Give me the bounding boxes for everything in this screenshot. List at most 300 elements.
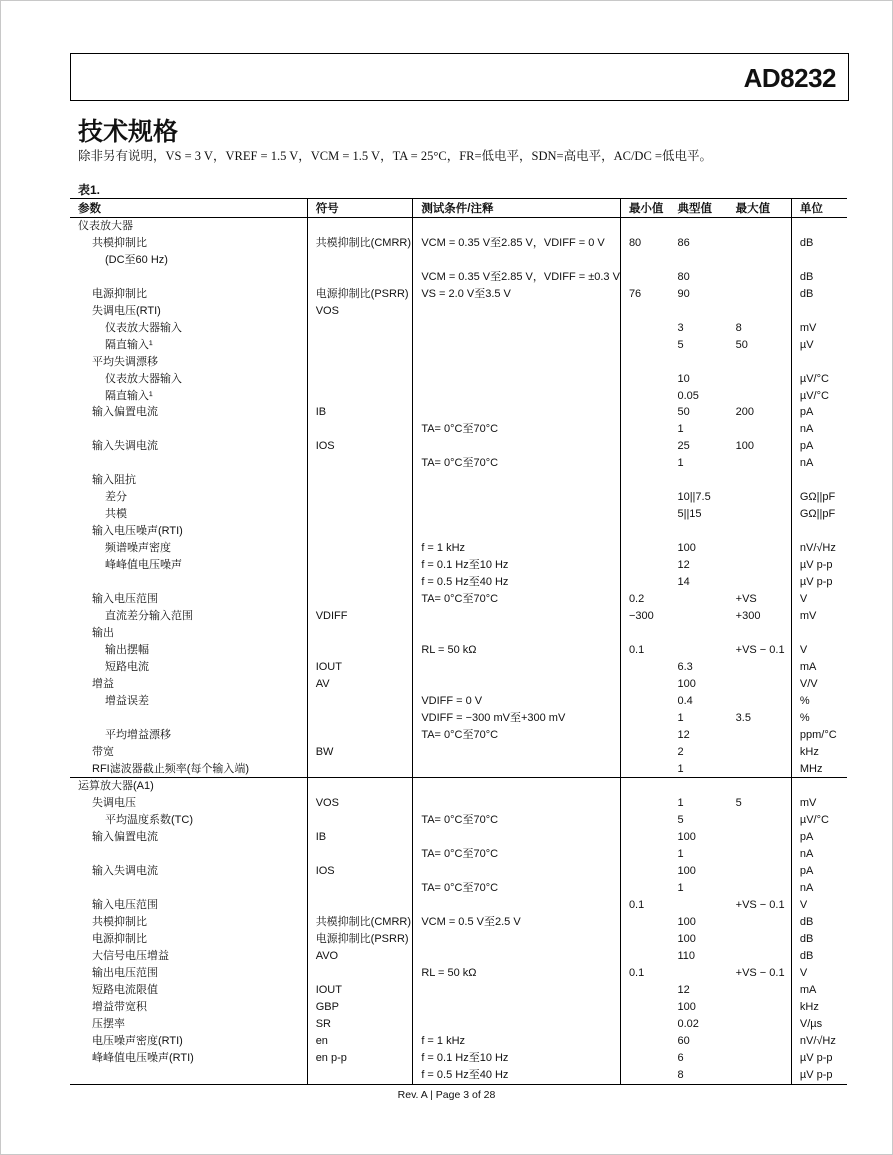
cell-typ: [669, 354, 727, 371]
cell-conditions: TA= 0°C至70°C: [413, 727, 621, 744]
cell-symbol: [307, 388, 413, 405]
cell-parameter: 电压噪声密度(RTI): [92, 1034, 183, 1047]
cell-unit: [791, 218, 847, 235]
cell-parameter: 压摆率: [92, 1017, 125, 1030]
cell-max: [728, 659, 792, 676]
cell-min: [620, 744, 669, 761]
cell-symbol: IOUT: [307, 659, 413, 676]
table-row: [70, 371, 847, 388]
cell-unit: µV p-p: [791, 1050, 847, 1067]
cell-max: +300: [735, 609, 761, 622]
cell-parameter: 峰峰值电压噪声(RTI): [92, 1051, 194, 1064]
table-row: [70, 421, 847, 438]
cell-parameter: 失调电压(RTI): [92, 304, 161, 317]
cell-typ: [669, 965, 727, 982]
cell-symbol: [307, 846, 413, 863]
cell-min: 0.1: [620, 897, 669, 914]
cell-unit: [791, 354, 847, 371]
cell-conditions: VDIFF = 0 V: [413, 693, 621, 710]
table-row: [70, 404, 847, 421]
header-box: [70, 53, 849, 101]
cell-parameter: (DC至60 Hz): [105, 253, 168, 266]
cell-min: [620, 727, 669, 744]
cell-max: +VS − 0.1: [735, 643, 785, 656]
cell-conditions: RL = 50 kΩ: [413, 642, 621, 659]
cell-unit: [791, 252, 847, 269]
cell-max: [728, 863, 792, 880]
table-row: [70, 710, 847, 727]
cell-unit: %: [791, 693, 847, 710]
table-row: [70, 1016, 847, 1033]
cell-min: [620, 863, 669, 880]
cell-symbol: IOS: [307, 863, 413, 880]
table-row: [70, 337, 847, 354]
cell-typ: 80: [677, 270, 690, 283]
cell-min: [620, 455, 669, 472]
cell-conditions: [413, 320, 621, 337]
cell-max: [728, 574, 792, 591]
cell-parameter: 输入电压噪声(RTI): [92, 525, 183, 538]
cell-unit: pA: [791, 863, 847, 880]
cell-parameter: 短路电流限值: [92, 983, 158, 996]
cell-parameter: RFI滤波器截止频率(每个输入端): [92, 762, 250, 775]
cell-symbol: IOUT: [307, 982, 413, 999]
cell-symbol: [307, 540, 413, 557]
cell-conditions: VDIFF = −300 mV至+300 mV: [413, 710, 621, 727]
cell-unit: µV p-p: [791, 1067, 847, 1084]
cell-unit: [791, 778, 847, 795]
cell-unit: nA: [791, 846, 847, 863]
cell-typ: [669, 897, 727, 914]
cell-symbol: 共模抑制比(CMRR): [307, 235, 413, 252]
cell-typ: 10: [677, 372, 690, 385]
cell-unit: µV/°C: [791, 388, 847, 405]
cell-symbol: BW: [307, 744, 413, 761]
cell-conditions: [413, 761, 621, 778]
cell-unit: [791, 472, 847, 489]
cell-max: [728, 354, 792, 371]
cell-typ: 90: [677, 287, 690, 300]
cell-symbol: VOS: [307, 795, 413, 812]
cell-conditions: [413, 999, 621, 1016]
cell-conditions: [413, 1016, 621, 1033]
cell-max: [728, 727, 792, 744]
cell-typ: 10||7.5: [677, 491, 711, 504]
cell-parameter: 输出: [92, 626, 114, 639]
table-row: [70, 252, 847, 269]
cell-typ: 100: [677, 542, 696, 555]
cell-max: [728, 1033, 792, 1050]
spec-table-body: [70, 218, 847, 1085]
cell-conditions: TA= 0°C至70°C: [413, 880, 621, 897]
table-row: [70, 880, 847, 897]
cell-parameter: 仪表放大器输入: [105, 321, 182, 334]
column-header-typ: 典型值: [669, 199, 727, 218]
cell-min: [620, 218, 669, 235]
cell-min: [620, 388, 669, 405]
cell-max: [728, 489, 792, 506]
cell-max: [728, 812, 792, 829]
cell-unit: dB: [791, 286, 847, 303]
cell-unit: V: [791, 965, 847, 982]
table-row: [70, 506, 847, 523]
cell-min: 0.1: [620, 642, 669, 659]
cell-min: [620, 489, 669, 506]
table-row: [70, 948, 847, 965]
cell-unit: V/V: [791, 676, 847, 693]
cell-min: [620, 693, 669, 710]
table-row: [70, 931, 847, 948]
cell-max: [728, 303, 792, 320]
table-row: [70, 235, 847, 252]
table-label: 表1.: [78, 183, 101, 197]
cell-typ: 12: [677, 728, 690, 741]
cell-unit: nA: [791, 455, 847, 472]
cell-unit: mA: [791, 659, 847, 676]
cell-symbol: AVO: [307, 948, 413, 965]
cell-symbol: [307, 727, 413, 744]
cell-parameter: 增益: [92, 677, 114, 690]
cell-typ: 3: [677, 321, 684, 334]
spec-table: [70, 198, 847, 1085]
table-row: [70, 557, 847, 574]
cell-max: 5: [735, 797, 742, 810]
cell-min: [620, 506, 669, 523]
cell-conditions: [413, 303, 621, 320]
cell-parameter: 共模: [105, 508, 127, 521]
cell-max: [728, 676, 792, 693]
cell-max: [728, 829, 792, 846]
cell-typ: [669, 625, 727, 642]
cell-parameter: 平均温度系数(TC): [105, 814, 193, 827]
cell-typ: 12: [677, 983, 690, 996]
cell-symbol: [307, 557, 413, 574]
table-row: [70, 897, 847, 914]
cell-parameter: 频谱噪声密度: [105, 542, 171, 555]
cell-conditions: [413, 506, 621, 523]
cell-min: [620, 846, 669, 863]
cell-symbol: [307, 778, 413, 795]
cell-conditions: [413, 897, 621, 914]
cell-typ: 6: [677, 1051, 684, 1064]
column-header-conditions: 测试条件/注释: [413, 199, 621, 218]
cell-unit: kHz: [791, 999, 847, 1016]
cell-unit: dB: [791, 931, 847, 948]
table-row: [70, 489, 847, 506]
table-row: [70, 744, 847, 761]
cell-conditions: [413, 676, 621, 693]
cell-max: [728, 286, 792, 303]
table-row: [70, 795, 847, 812]
table-row: [70, 388, 847, 405]
cell-conditions: [413, 744, 621, 761]
cell-typ: 5||15: [677, 508, 702, 521]
table-row: [70, 965, 847, 982]
cell-parameter: 输入电压范围: [92, 899, 158, 912]
cell-symbol: [307, 218, 413, 235]
cell-unit: MHz: [791, 761, 847, 778]
cell-max: +VS − 0.1: [735, 899, 785, 912]
cell-typ: 1: [677, 797, 684, 810]
cell-min: [620, 354, 669, 371]
cell-conditions: f = 1 kHz: [413, 540, 621, 557]
cell-symbol: IB: [307, 829, 413, 846]
cell-parameter: [70, 1067, 307, 1084]
cell-unit: V: [791, 591, 847, 608]
column-header-parameter: 参数: [70, 199, 307, 218]
cell-max: [728, 693, 792, 710]
table-row: [70, 1050, 847, 1067]
cell-typ: 50: [677, 406, 690, 419]
cell-min: [620, 320, 669, 337]
cell-parameter: 输出电压范围: [92, 966, 158, 979]
cell-min: 76: [620, 286, 669, 303]
cell-max: +VS: [735, 592, 757, 605]
cell-parameter: 输入阻抗: [92, 474, 136, 487]
table-row: [70, 1067, 847, 1084]
cell-typ: 5: [677, 814, 684, 827]
cell-min: [620, 999, 669, 1016]
table-row: [70, 642, 847, 659]
cell-typ: 100: [677, 831, 696, 844]
cell-symbol: [307, 489, 413, 506]
cell-min: 80: [620, 235, 669, 252]
cell-min: [620, 761, 669, 778]
cell-max: [728, 1050, 792, 1067]
cell-conditions: [413, 829, 621, 846]
cell-typ: 2: [677, 745, 684, 758]
cell-parameter: 共模抑制比: [92, 236, 147, 249]
cell-max: 100: [735, 440, 755, 453]
cell-typ: 12: [677, 559, 690, 572]
cell-conditions: TA= 0°C至70°C: [413, 455, 621, 472]
cell-max: [728, 252, 792, 269]
cell-min: [620, 829, 669, 846]
cell-max: [728, 744, 792, 761]
cell-conditions: [413, 795, 621, 812]
cell-max: [728, 761, 792, 778]
table-row: [70, 472, 847, 489]
cell-unit: mA: [791, 982, 847, 999]
table-row: [70, 269, 847, 286]
cell-symbol: [307, 337, 413, 354]
cell-unit: [791, 523, 847, 540]
cell-min: [620, 1067, 669, 1084]
cell-symbol: [307, 506, 413, 523]
cell-parameter: 直流差分输入范围: [105, 609, 193, 622]
cell-symbol: AV: [307, 676, 413, 693]
cell-conditions: [413, 489, 621, 506]
cell-max: [728, 999, 792, 1016]
cell-typ: 0.02: [677, 1017, 699, 1030]
cell-parameter: [70, 846, 307, 863]
cell-parameter: [70, 574, 307, 591]
cell-min: [620, 931, 669, 948]
table-row: [70, 812, 847, 829]
cell-unit: GΩ||pF: [791, 506, 847, 523]
cell-typ: [669, 252, 727, 269]
table-row: [70, 591, 847, 608]
cell-parameter: 增益带宽积: [92, 1000, 147, 1013]
cell-symbol: [307, 354, 413, 371]
cell-typ: [669, 642, 727, 659]
cell-typ: 60: [677, 1034, 690, 1047]
cell-unit: mV: [791, 320, 847, 337]
cell-symbol: 电源抑制比(PSRR): [307, 286, 413, 303]
cell-typ: 100: [677, 933, 696, 946]
cell-min: [620, 472, 669, 489]
cell-min: [620, 540, 669, 557]
cell-unit: dB: [791, 914, 847, 931]
cell-unit: [791, 625, 847, 642]
cell-symbol: VDIFF: [307, 608, 413, 625]
cell-max: [728, 371, 792, 388]
cell-conditions: f = 1 kHz: [413, 1033, 621, 1050]
cell-max: [728, 880, 792, 897]
cell-parameter: 输入失调电流: [92, 865, 158, 878]
cell-typ: 8: [669, 1067, 727, 1084]
cell-typ: 0.05: [677, 389, 699, 402]
cell-unit: µV: [791, 337, 847, 354]
cell-symbol: [307, 320, 413, 337]
cell-unit: ppm/°C: [791, 727, 847, 744]
cell-unit: dB: [791, 269, 847, 286]
cell-conditions: f = 0.1 Hz至10 Hz: [413, 557, 621, 574]
cell-max: 3.5: [735, 711, 751, 724]
cell-symbol: [307, 252, 413, 269]
cell-symbol: [307, 965, 413, 982]
table-row: [70, 693, 847, 710]
cell-max: 8: [735, 321, 742, 334]
cell-unit: pA: [791, 438, 847, 455]
cell-parameter: 仪表放大器: [78, 220, 133, 232]
cell-parameter: 隔直输入¹: [105, 389, 153, 402]
cell-unit: nA: [791, 421, 847, 438]
cell-min: [620, 778, 669, 795]
cell-max: [728, 472, 792, 489]
cell-unit: mV: [791, 608, 847, 625]
cell-unit: dB: [791, 948, 847, 965]
cell-conditions: [413, 778, 621, 795]
cell-typ: 0.4: [677, 694, 693, 707]
table-row: [70, 354, 847, 371]
cell-symbol: [307, 269, 413, 286]
cell-parameter: 平均失调漂移: [92, 355, 158, 368]
table-row: [70, 303, 847, 320]
page-title: 技术规格: [78, 118, 179, 146]
column-header-max: 最大值: [728, 199, 792, 218]
table-row: [70, 982, 847, 999]
cell-typ: 6.3: [677, 660, 693, 673]
cell-symbol: [307, 710, 413, 727]
cell-unit: nV/√Hz: [791, 1033, 847, 1050]
cell-conditions: f = 0.1 Hz至10 Hz: [413, 1050, 621, 1067]
cell-conditions: [413, 608, 621, 625]
cell-symbol: 电源抑制比(PSRR): [307, 931, 413, 948]
cell-unit: V: [791, 897, 847, 914]
table-row: [70, 286, 847, 303]
cell-min: [620, 1016, 669, 1033]
cell-typ: [669, 778, 727, 795]
cell-symbol: IOS: [307, 438, 413, 455]
table-header-row: [70, 199, 847, 218]
cell-parameter: 输入电压范围: [92, 592, 158, 605]
cell-min: −300: [620, 608, 669, 625]
cell-typ: 1: [677, 711, 684, 724]
cell-parameter: [70, 421, 307, 438]
table-row: [70, 455, 847, 472]
table-row: [70, 540, 847, 557]
cell-min: [620, 337, 669, 354]
cell-conditions: VCM = 0.35 V至2.85 V，VDIFF = ±0.3 V: [413, 269, 621, 286]
cell-typ: 1: [677, 848, 684, 861]
cell-parameter: [70, 269, 307, 286]
cell-parameter: 仪表放大器输入: [105, 372, 182, 385]
cell-conditions: [413, 388, 621, 405]
cell-max: [728, 982, 792, 999]
cell-symbol: IB: [307, 404, 413, 421]
cell-conditions: TA= 0°C至70°C: [413, 421, 621, 438]
cell-conditions: [413, 438, 621, 455]
cell-conditions: [413, 354, 621, 371]
cell-min: [620, 795, 669, 812]
table-row: [70, 999, 847, 1016]
cell-parameter: 输出摆幅: [105, 643, 149, 656]
cell-conditions: [413, 252, 621, 269]
cell-unit: pA: [791, 829, 847, 846]
cell-typ: 1: [677, 882, 684, 895]
cell-typ: 1: [677, 457, 684, 470]
cell-min: [620, 404, 669, 421]
cell-unit: µV p-p: [791, 574, 847, 591]
cell-unit: nA: [791, 880, 847, 897]
cell-symbol: GBP: [307, 999, 413, 1016]
cell-symbol: [307, 761, 413, 778]
cell-min: [620, 421, 669, 438]
cell-min: [620, 659, 669, 676]
cell-unit: µV p-p: [791, 557, 847, 574]
cell-parameter: 峰峰值电压噪声: [105, 559, 182, 572]
cell-symbol: SR: [307, 1016, 413, 1033]
cell-symbol: [307, 625, 413, 642]
cell-parameter: 电源抑制比: [92, 287, 147, 300]
cell-max: [728, 625, 792, 642]
cell-unit: dB: [791, 235, 847, 252]
cell-max: [728, 235, 792, 252]
cell-symbol: [307, 371, 413, 388]
cell-symbol: [307, 880, 413, 897]
cell-conditions: [413, 659, 621, 676]
cell-symbol: 共模抑制比(CMRR): [307, 914, 413, 931]
table-row: [70, 625, 847, 642]
cell-symbol: [307, 472, 413, 489]
cell-typ: 100: [677, 1000, 696, 1013]
cell-min: [620, 914, 669, 931]
page-footer: Rev. A | Page 3 of 28: [397, 1089, 496, 1101]
cell-conditions: [413, 371, 621, 388]
cell-min: [620, 880, 669, 897]
cell-parameter: 大信号电压增益: [92, 949, 169, 962]
cell-max: [728, 523, 792, 540]
cell-typ: 1: [677, 423, 684, 436]
table-row: [70, 676, 847, 693]
part-number: AD8232: [743, 63, 836, 93]
cell-min: [620, 710, 669, 727]
cell-symbol: [307, 523, 413, 540]
cell-typ: 1: [677, 762, 684, 775]
cell-min: 0.2: [620, 591, 669, 608]
cell-symbol: [307, 693, 413, 710]
